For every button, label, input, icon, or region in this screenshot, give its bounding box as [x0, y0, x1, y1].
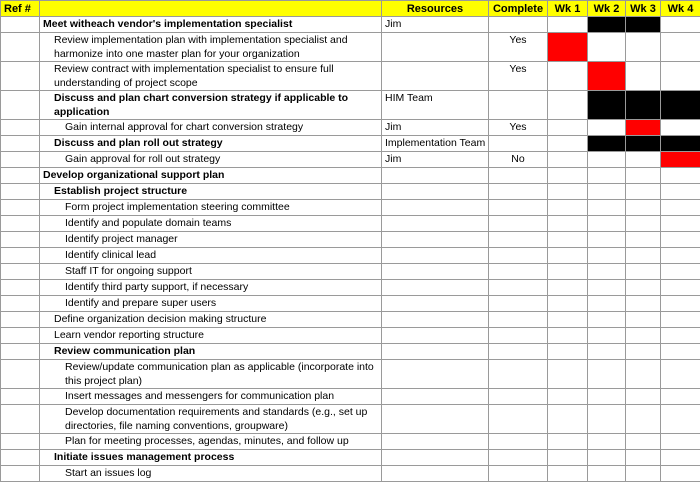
week-3-cell [626, 62, 661, 91]
resources-cell [382, 405, 489, 434]
task-cell: Develop documentation requirements and standards (e.g., set up directories, file naming conventions, groupware) [40, 405, 382, 434]
complete-cell [489, 200, 548, 216]
task-cell: Gain approval for roll out strategy [40, 152, 382, 168]
resources-cell [382, 168, 489, 184]
table-row [1, 450, 700, 466]
table-row [1, 466, 700, 482]
header-task [40, 1, 382, 17]
week-3-cell [626, 280, 661, 296]
complete-cell [489, 232, 548, 248]
task-cell: Establish project structure [40, 184, 382, 200]
header-row [1, 1, 700, 17]
table-row [1, 232, 700, 248]
resources-cell [382, 184, 489, 200]
week-2-cell [588, 248, 626, 264]
week-4-cell [661, 17, 700, 33]
week-4-cell [661, 280, 700, 296]
week-3-cell [626, 360, 661, 389]
resources-cell [382, 312, 489, 328]
week-4-cell [661, 152, 700, 168]
resources-cell: Jim [382, 120, 489, 136]
week-1-cell [548, 360, 588, 389]
resources-cell [382, 344, 489, 360]
task-cell: Start an issues log [40, 466, 382, 482]
week-1-cell [548, 450, 588, 466]
table-row [1, 360, 700, 389]
table-row [1, 168, 700, 184]
week-1-cell [548, 62, 588, 91]
week-1-cell [548, 184, 588, 200]
task-cell: Initiate issues management process [40, 450, 382, 466]
complete-cell [489, 17, 548, 33]
ref-cell [1, 152, 40, 168]
header-complete: Complete [489, 1, 548, 17]
week-4-cell [661, 466, 700, 482]
task-cell: Define organization decision making structure [40, 312, 382, 328]
week-3-cell [626, 466, 661, 482]
table-row [1, 328, 700, 344]
table-row [1, 33, 700, 62]
week-4-cell [661, 450, 700, 466]
week-4-cell [661, 120, 700, 136]
ref-cell [1, 264, 40, 280]
task-cell: Review/update communication plan as applicable (incorporate into this project plan) [40, 360, 382, 389]
week-1-cell [548, 91, 588, 120]
table-row [1, 264, 700, 280]
task-cell: Review implementation plan with implementation specialist and harmonize into one master plan for your organization [40, 33, 382, 62]
complete-cell [489, 136, 548, 152]
ref-cell [1, 136, 40, 152]
week-4-cell [661, 216, 700, 232]
resources-cell: HIM Team [382, 91, 489, 120]
table-row [1, 296, 700, 312]
table-row [1, 184, 700, 200]
ref-cell [1, 328, 40, 344]
week-3-cell [626, 216, 661, 232]
resources-cell [382, 62, 489, 91]
week-3-cell [626, 120, 661, 136]
task-cell: Meet witheach vendor's implementation specialist [40, 17, 382, 33]
task-cell: Identify and populate domain teams [40, 216, 382, 232]
task-cell: Identify third party support, if necessary [40, 280, 382, 296]
ref-cell [1, 91, 40, 120]
table-row [1, 136, 700, 152]
week-1-cell [548, 152, 588, 168]
week-1-cell [548, 136, 588, 152]
week-3-cell [626, 434, 661, 450]
resources-cell [382, 434, 489, 450]
ref-cell [1, 344, 40, 360]
week-3-cell [626, 389, 661, 405]
week-3-cell [626, 33, 661, 62]
week-1-cell [548, 280, 588, 296]
week-3-cell [626, 296, 661, 312]
header-wk2: Wk 2 [588, 1, 626, 17]
task-cell: Develop organizational support plan [40, 168, 382, 184]
week-3-cell [626, 312, 661, 328]
week-1-cell [548, 312, 588, 328]
week-3-cell [626, 136, 661, 152]
ref-cell [1, 232, 40, 248]
table-row [1, 62, 700, 91]
ref-cell [1, 120, 40, 136]
ref-cell [1, 296, 40, 312]
table-row [1, 280, 700, 296]
week-2-cell [588, 328, 626, 344]
week-2-cell [588, 280, 626, 296]
table-row [1, 344, 700, 360]
complete-cell [489, 360, 548, 389]
week-2-cell [588, 168, 626, 184]
resources-cell [382, 216, 489, 232]
week-4-cell [661, 168, 700, 184]
week-3-cell [626, 184, 661, 200]
resources-cell [382, 389, 489, 405]
resources-cell [382, 232, 489, 248]
week-2-cell [588, 120, 626, 136]
resources-cell [382, 280, 489, 296]
task-cell: Identify clinical lead [40, 248, 382, 264]
task-cell: Identify and prepare super users [40, 296, 382, 312]
week-2-cell [588, 389, 626, 405]
week-2-cell [588, 232, 626, 248]
task-cell: Discuss and plan roll out strategy [40, 136, 382, 152]
week-3-cell [626, 91, 661, 120]
week-2-cell [588, 62, 626, 91]
week-1-cell [548, 17, 588, 33]
week-1-cell [548, 168, 588, 184]
week-4-cell [661, 33, 700, 62]
table-row [1, 91, 700, 120]
week-3-cell [626, 232, 661, 248]
ref-cell [1, 280, 40, 296]
complete-cell: Yes [489, 120, 548, 136]
table-row [1, 405, 700, 434]
complete-cell [489, 466, 548, 482]
week-3-cell [626, 450, 661, 466]
ref-cell [1, 216, 40, 232]
header-wk4: Wk 4 [661, 1, 700, 17]
week-4-cell [661, 312, 700, 328]
complete-cell [489, 248, 548, 264]
ref-cell [1, 200, 40, 216]
week-4-cell [661, 62, 700, 91]
ref-cell [1, 33, 40, 62]
ref-cell [1, 312, 40, 328]
week-1-cell [548, 248, 588, 264]
week-2-cell [588, 17, 626, 33]
resources-cell: Jim [382, 152, 489, 168]
week-2-cell [588, 152, 626, 168]
table-row [1, 248, 700, 264]
week-1-cell [548, 344, 588, 360]
header-ref: Ref # [1, 1, 40, 17]
week-3-cell [626, 168, 661, 184]
ref-cell [1, 168, 40, 184]
task-cell: Review contract with implementation specialist to ensure full understanding of project scope [40, 62, 382, 91]
task-cell: Identify project manager [40, 232, 382, 248]
complete-cell [489, 216, 548, 232]
resources-cell [382, 328, 489, 344]
ref-cell [1, 184, 40, 200]
week-3-cell [626, 344, 661, 360]
week-4-cell [661, 434, 700, 450]
week-3-cell [626, 17, 661, 33]
header-wk3: Wk 3 [626, 1, 661, 17]
week-3-cell [626, 328, 661, 344]
complete-cell: No [489, 152, 548, 168]
week-1-cell [548, 434, 588, 450]
week-4-cell [661, 328, 700, 344]
complete-cell [489, 296, 548, 312]
complete-cell: Yes [489, 62, 548, 91]
complete-cell [489, 168, 548, 184]
header-resources: Resources [382, 1, 489, 17]
week-4-cell [661, 200, 700, 216]
task-cell: Plan for meeting processes, agendas, minutes, and follow up [40, 434, 382, 450]
week-4-cell [661, 232, 700, 248]
week-1-cell [548, 216, 588, 232]
week-2-cell [588, 200, 626, 216]
resources-cell: Implementation Team [382, 136, 489, 152]
complete-cell [489, 91, 548, 120]
task-cell: Form project implementation steering committee [40, 200, 382, 216]
week-1-cell [548, 264, 588, 280]
week-2-cell [588, 450, 626, 466]
table-row [1, 389, 700, 405]
ref-cell [1, 405, 40, 434]
table-row [1, 120, 700, 136]
complete-cell [489, 264, 548, 280]
week-2-cell [588, 184, 626, 200]
week-2-cell [588, 216, 626, 232]
week-1-cell [548, 200, 588, 216]
week-1-cell [548, 389, 588, 405]
resources-cell: Jim [382, 17, 489, 33]
week-3-cell [626, 264, 661, 280]
week-4-cell [661, 184, 700, 200]
complete-cell [489, 344, 548, 360]
complete-cell: Yes [489, 33, 548, 62]
resources-cell [382, 264, 489, 280]
complete-cell [489, 450, 548, 466]
week-4-cell [661, 360, 700, 389]
task-cell: Learn vendor reporting structure [40, 328, 382, 344]
week-4-cell [661, 405, 700, 434]
complete-cell [489, 312, 548, 328]
table-row [1, 200, 700, 216]
week-2-cell [588, 136, 626, 152]
complete-cell [489, 405, 548, 434]
ref-cell [1, 62, 40, 91]
week-1-cell [548, 120, 588, 136]
week-4-cell [661, 344, 700, 360]
week-1-cell [548, 466, 588, 482]
week-4-cell [661, 136, 700, 152]
table-row [1, 17, 700, 33]
week-4-cell [661, 264, 700, 280]
complete-cell [489, 434, 548, 450]
header-wk1: Wk 1 [548, 1, 588, 17]
week-1-cell [548, 328, 588, 344]
week-2-cell [588, 33, 626, 62]
week-4-cell [661, 248, 700, 264]
table-row [1, 216, 700, 232]
resources-cell [382, 296, 489, 312]
task-cell: Discuss and plan chart conversion strategy if applicable to application [40, 91, 382, 120]
week-4-cell [661, 389, 700, 405]
complete-cell [489, 328, 548, 344]
week-2-cell [588, 360, 626, 389]
resources-cell [382, 33, 489, 62]
resources-cell [382, 248, 489, 264]
week-2-cell [588, 264, 626, 280]
week-4-cell [661, 91, 700, 120]
ref-cell [1, 248, 40, 264]
complete-cell [489, 184, 548, 200]
task-cell: Staff IT for ongoing support [40, 264, 382, 280]
week-3-cell [626, 405, 661, 434]
resources-cell [382, 360, 489, 389]
week-3-cell [626, 200, 661, 216]
table-row [1, 152, 700, 168]
week-2-cell [588, 434, 626, 450]
task-cell: Insert messages and messengers for communication plan [40, 389, 382, 405]
ref-cell [1, 450, 40, 466]
ref-cell [1, 466, 40, 482]
week-4-cell [661, 296, 700, 312]
resources-cell [382, 450, 489, 466]
week-2-cell [588, 344, 626, 360]
complete-cell [489, 280, 548, 296]
ref-cell [1, 17, 40, 33]
week-1-cell [548, 33, 588, 62]
week-1-cell [548, 232, 588, 248]
week-1-cell [548, 405, 588, 434]
week-3-cell [626, 152, 661, 168]
table-row [1, 312, 700, 328]
ref-cell [1, 360, 40, 389]
task-cell: Review communication plan [40, 344, 382, 360]
week-2-cell [588, 296, 626, 312]
task-cell: Gain internal approval for chart conversion strategy [40, 120, 382, 136]
week-2-cell [588, 91, 626, 120]
week-2-cell [588, 312, 626, 328]
week-3-cell [626, 248, 661, 264]
week-1-cell [548, 296, 588, 312]
ref-cell [1, 434, 40, 450]
resources-cell [382, 200, 489, 216]
week-2-cell [588, 466, 626, 482]
resources-cell [382, 466, 489, 482]
week-2-cell [588, 405, 626, 434]
ref-cell [1, 389, 40, 405]
table-row [1, 434, 700, 450]
complete-cell [489, 389, 548, 405]
